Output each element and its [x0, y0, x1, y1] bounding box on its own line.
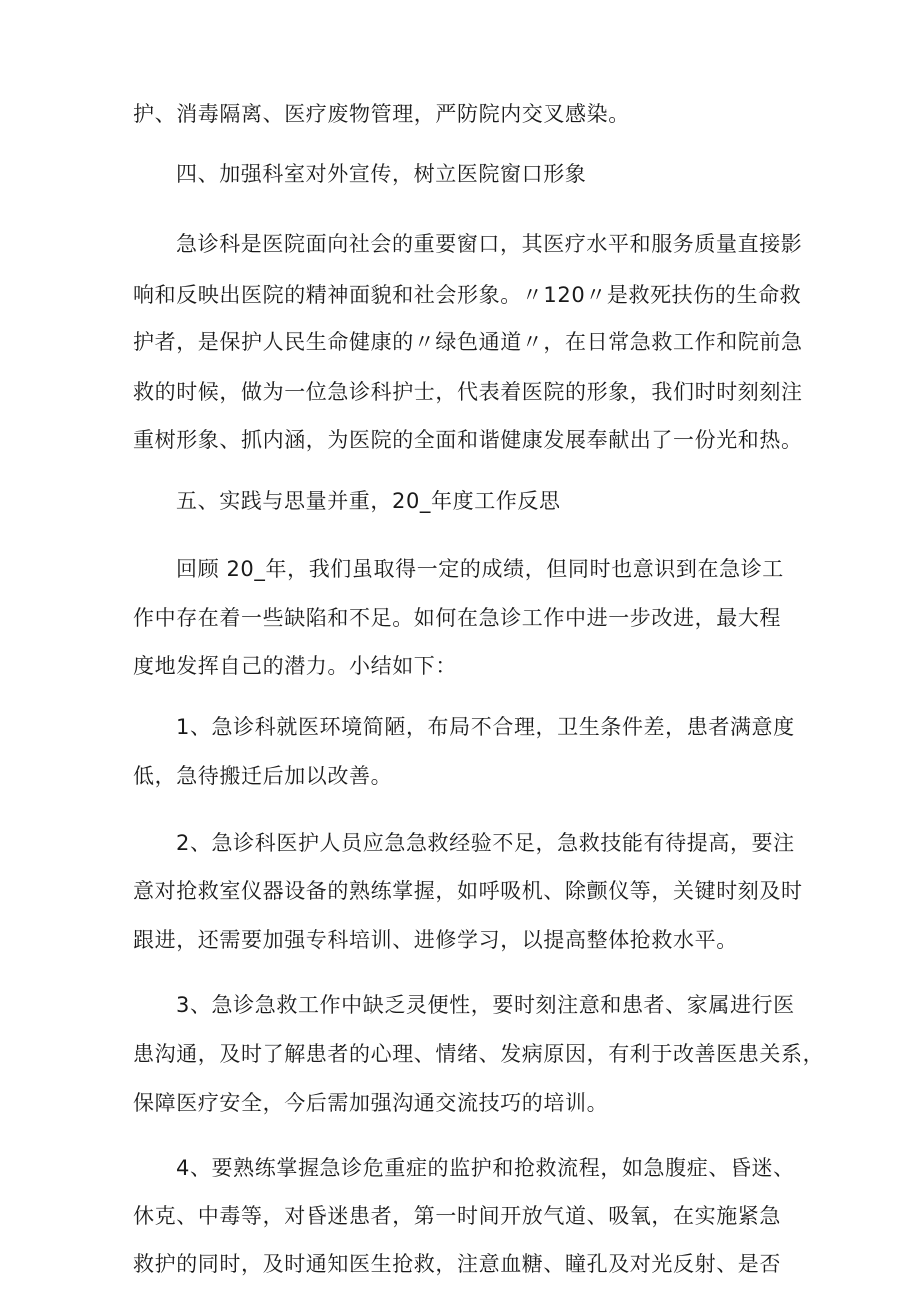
list-item-line: 休克、中毒等，对昏迷患者，第一时间开放气道、吸氧，在实施紧急: [133, 1204, 781, 1228]
list-item-line: 2、急诊科医护人员应急急救经验不足，急救技能有待提高，要注: [176, 831, 795, 855]
list-item-line: 救护的同时，及时通知医生抢救，注意血糖、瞳孔及对光反射、是否: [133, 1252, 781, 1276]
text-line: 救的时候，做为一位急诊科护士，代表着医院的形象，我们时时刻刻注: [133, 380, 803, 404]
list-item-line: 4、要熟练掌握急诊危重症的监护和抢救流程，如急腹症、昏迷、: [176, 1156, 795, 1180]
list-item-line: 1、急诊科就医环境简陋，布局不合理，卫生条件差，患者满意度: [176, 715, 795, 739]
list-item-line: 意对抢救室仪器设备的熟练掌握，如呼吸机、除颤仪等，关键时刻及时: [133, 879, 803, 903]
list-item-line: 跟进，还需要加强专科培训、进修学习，以提高整体抢救水平。: [133, 928, 738, 952]
section-heading: 五、实践与思量并重，20_年度工作反思: [176, 489, 561, 513]
text-line: 急诊科是医院面向社会的重要窗口，其医疗水平和服务质量直接影: [176, 232, 803, 256]
list-item-line: 3、急诊急救工作中缺乏灵便性，要时刻注意和患者、家属进行医: [176, 993, 795, 1017]
section-heading: 四、加强科室对外宣传，树立医院窗口形象: [176, 162, 587, 186]
text-line: 作中存在着一些缺陷和不足。如何在急诊工作中进一步改进，最大程: [133, 606, 781, 630]
text-line: 响和反映出医院的精神面貌和社会形象。〃120〃是救死扶伤的生命救: [133, 283, 802, 307]
text-line: 度地发挥自己的潜力。小结如下：: [133, 654, 457, 678]
list-item-line: 患沟通，及时了解患者的心理、情绪、发病原因，有利于改善医患关系，: [133, 1042, 825, 1066]
list-item-line: 保障医疗安全，今后需加强沟通交流技巧的培训。: [133, 1091, 609, 1115]
text-line: 护者，是保护人民生命健康的〃绿色通道〃，在日常急救工作和院前急: [133, 330, 803, 354]
text-line: 重树形象、抓内涵，为医院的全面和谐健康发展奉献出了一份光和热。: [133, 428, 803, 452]
text-line: 回顾 20_年，我们虽取得一定的成绩，但同时也意识到在急诊工: [176, 557, 784, 581]
text-line: 护、消毒隔离、医疗废物管理，严防院内交叉感染。: [133, 102, 630, 126]
list-item-line: 低，急待搬迁后加以改善。: [133, 764, 393, 788]
